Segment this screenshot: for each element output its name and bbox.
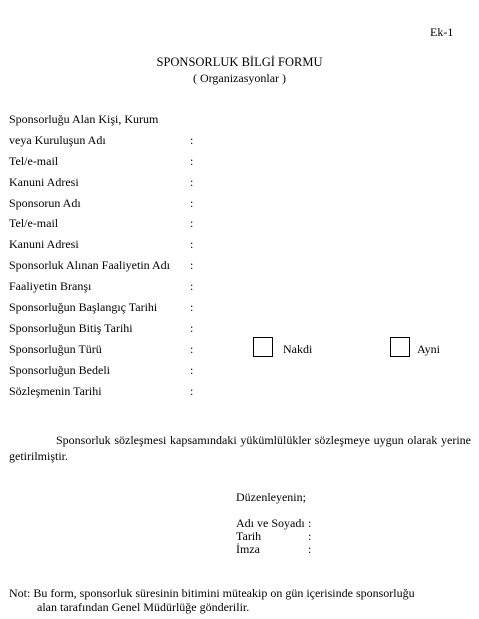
field-colon: : xyxy=(190,237,194,251)
signature-heading: Düzenleyenin; xyxy=(236,490,306,504)
field-colon: : xyxy=(190,321,194,335)
field-colon: : xyxy=(190,384,194,398)
form-field-sponsorship-type xyxy=(9,342,209,356)
form-field-start-date[interactable] xyxy=(9,300,209,314)
form-field-recipient-name[interactable] xyxy=(9,133,209,147)
field-label: Sponsorluğun Bedeli xyxy=(9,363,110,377)
note-line-1: Not: Bu form, sponsorluk süresinin bitimini müteakip on gün içerisinde sponsorluğu xyxy=(9,586,415,600)
signature-label: Adı ve Soyadı xyxy=(236,516,305,530)
field-label: Sözleşmenin Tarihi xyxy=(9,384,102,398)
form-field-contract-date[interactable] xyxy=(9,384,209,398)
form-field-end-date[interactable] xyxy=(9,321,209,335)
field-colon: : xyxy=(190,342,194,356)
form-field-activity-branch[interactable] xyxy=(9,279,209,293)
field-colon: : xyxy=(190,258,194,272)
cash-checkbox[interactable] xyxy=(253,337,273,357)
field-label: veya Kuruluşun Adı xyxy=(9,133,106,147)
field-label: Sponsorluğun Başlangıç Tarihi xyxy=(9,300,158,314)
signature-field-signature[interactable] xyxy=(236,543,336,556)
signature-colon: : xyxy=(308,516,312,530)
field-label: Tel/e-mail xyxy=(9,216,59,230)
field-colon: : xyxy=(190,363,194,377)
field-colon: : xyxy=(190,216,194,230)
form-field-recipient xyxy=(9,112,209,126)
form-field-recipient-address[interactable] xyxy=(9,175,209,189)
field-label: Sponsorun Adı xyxy=(9,196,81,210)
field-colon: : xyxy=(190,154,194,168)
field-label: Sponsorluğu Alan Kişi, Kurum xyxy=(9,112,159,126)
field-colon: : xyxy=(190,175,194,189)
form-field-sponsor-name[interactable] xyxy=(9,196,209,210)
form-field-activity-name[interactable] xyxy=(9,258,209,272)
field-label: Sponsorluk Alınan Faaliyetin Adı xyxy=(9,258,170,272)
signature-colon: : xyxy=(308,542,312,556)
form-field-sponsor-phone-email[interactable] xyxy=(9,216,209,230)
field-colon: : xyxy=(190,300,194,314)
field-colon: : xyxy=(190,133,194,147)
cash-option-label: Nakdi xyxy=(283,342,313,356)
form-title: SPONSORLUK BİLGİ FORMU xyxy=(156,55,323,69)
field-label: Faaliyetin Branşı xyxy=(9,279,92,293)
in-kind-option-label: Ayni xyxy=(417,342,440,356)
signature-label: İmza xyxy=(236,542,260,556)
field-label: Kanuni Adresi xyxy=(9,237,79,251)
signature-label: Tarih xyxy=(236,529,262,543)
form-field-sponsor-address[interactable] xyxy=(9,237,209,251)
field-label: Sponsorluğun Bitiş Tarihi xyxy=(9,321,133,335)
field-label: Tel/e-mail xyxy=(9,154,59,168)
form-subtitle: ( Organizasyonlar ) xyxy=(192,71,287,85)
field-colon: : xyxy=(190,279,194,293)
form-field-recipient-phone-email[interactable] xyxy=(9,154,209,168)
field-label: Sponsorluğun Türü xyxy=(9,342,102,356)
in-kind-checkbox[interactable] xyxy=(390,337,410,357)
field-colon: : xyxy=(190,196,194,210)
completion-statement: Sponsorluk sözleşmesi kapsamındaki yükümlülükler sözleşmeye uygun olarak yerine getirilmiştir. xyxy=(9,433,471,463)
form-field-amount[interactable] xyxy=(9,363,209,377)
field-label: Kanuni Adresi xyxy=(9,175,79,189)
signature-colon: : xyxy=(308,529,312,543)
note-line-2: alan tarafından Genel Müdürlüğe gönderilir. xyxy=(37,600,250,614)
annex-label: Ek-1 xyxy=(430,25,454,39)
